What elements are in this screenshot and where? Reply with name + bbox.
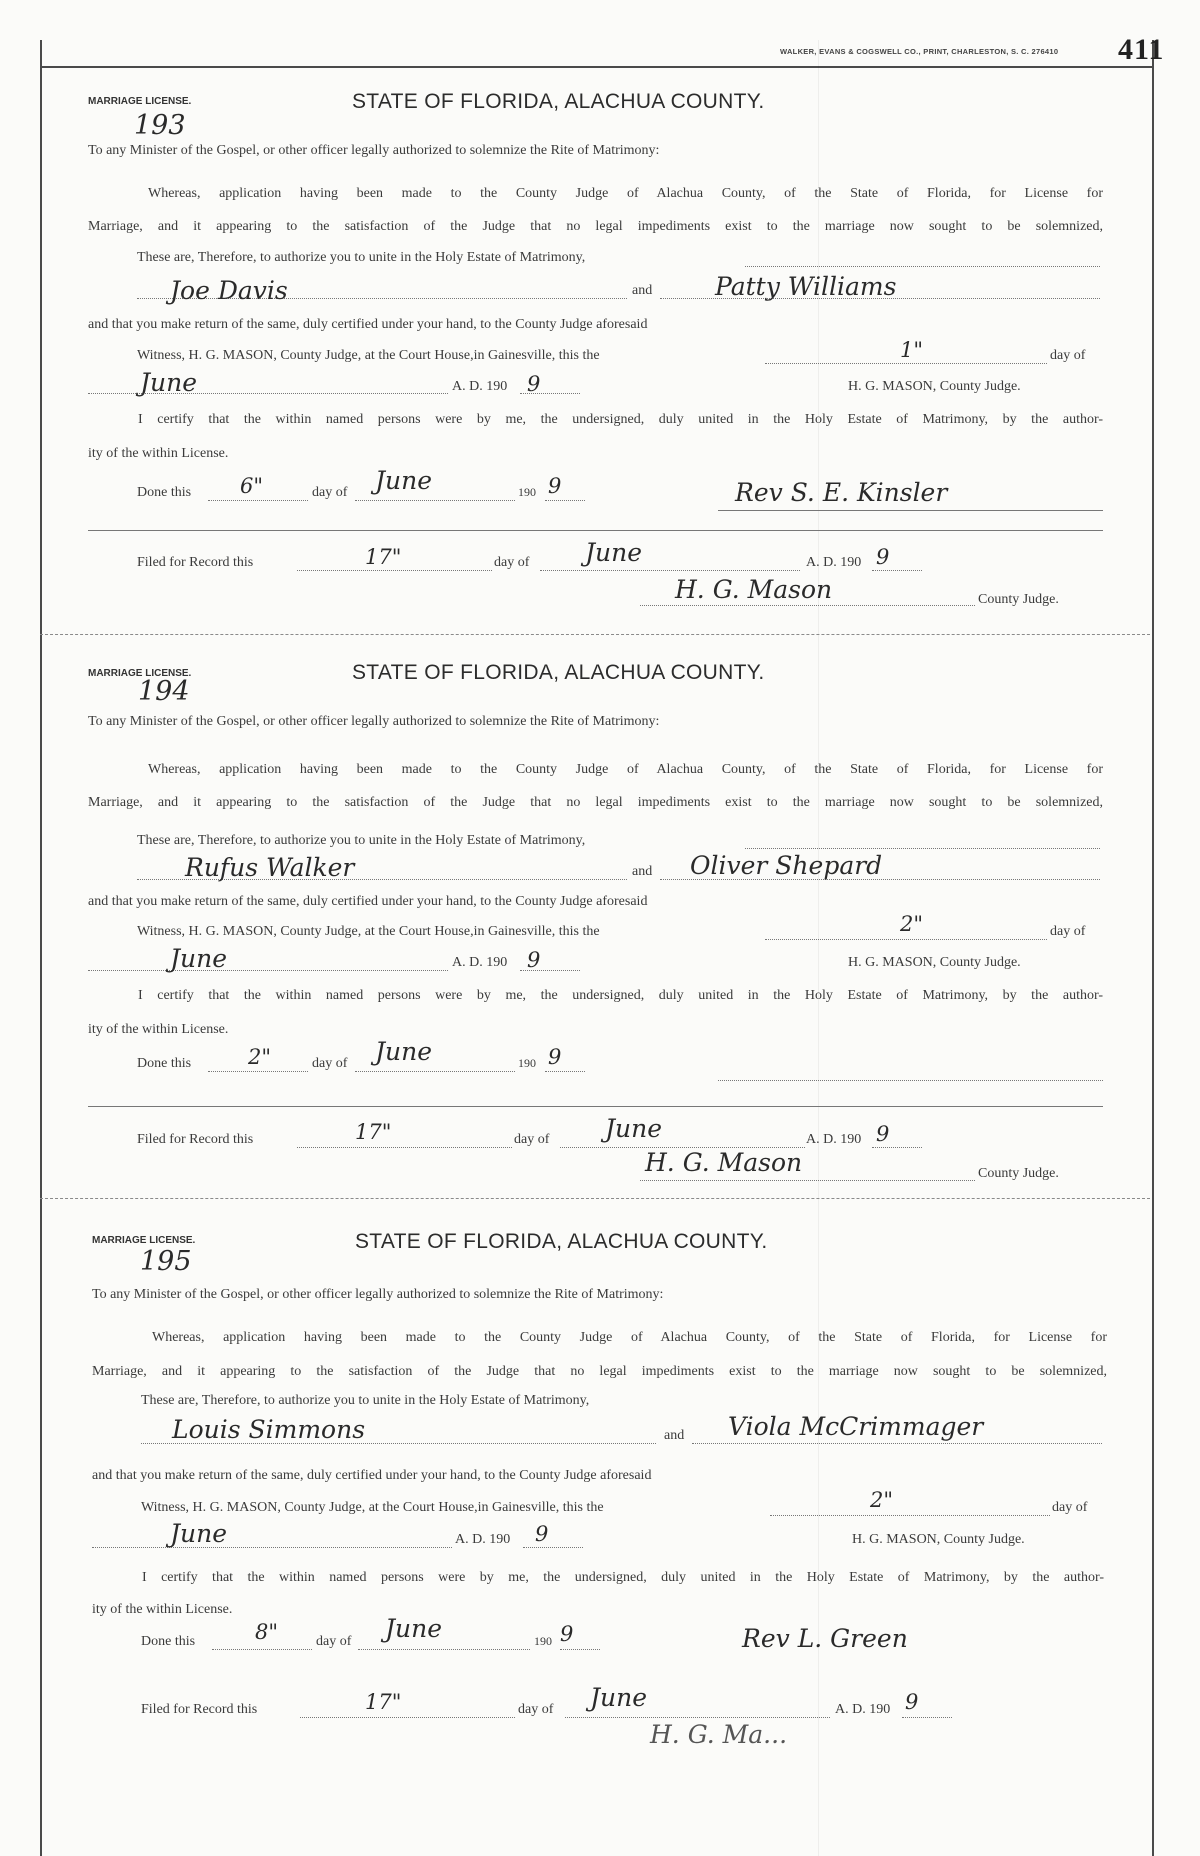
filed-month: June: [605, 1114, 663, 1143]
authorize-line: These are, Therefore, to authorize you to unite in the Holy Estate of Matrimony,: [137, 250, 586, 265]
witness-day: 1": [900, 338, 924, 362]
filed-day: 17": [365, 545, 402, 569]
salutation: To any Minister of the Gospel, or other officer legally authorized to solemnize the Rite of Matrimony:: [88, 143, 660, 158]
county-judge-label: County Judge.: [978, 1166, 1059, 1181]
whereas-line-2: Marriage, and it appearing to the satisfaction of the Judge that no legal impediments exist to the marriage now sought to be solemnized,: [92, 1364, 1107, 1379]
form-title: STATE OF FLORIDA, ALACHUA COUNTY.: [352, 90, 765, 113]
certify-line-2: ity of the within License.: [88, 1022, 229, 1037]
whereas-line-2: Marriage, and it appearing to the satisfaction of the Judge that no legal impediments exist to the marriage now sought to be solemnized,: [88, 795, 1103, 810]
witness-day-line: [770, 1515, 1050, 1516]
certify-line-1: I certify that the within named persons were by me, the undersigned, duly united in the Holy Estate of Matrimony, by the author-: [138, 988, 1103, 1003]
certify-line-2: ity of the within License.: [92, 1602, 233, 1617]
return-line: and that you make return of the same, duly certified under your hand, to the County Judge aforesaid: [88, 894, 648, 909]
filed-year: 9: [876, 1122, 890, 1146]
judge-title: H. G. MASON, County Judge.: [852, 1532, 1025, 1547]
bride-line: [692, 1443, 1102, 1444]
filed-ad-label: A. D. 190: [806, 1132, 862, 1147]
marriage-license-label: MARRIAGE LICENSE.: [88, 96, 192, 107]
license-number: 195: [140, 1246, 192, 1277]
salutation: To any Minister of the Gospel, or other officer legally authorized to solemnize the Rite of Matrimony:: [88, 714, 660, 729]
day-of-label: day of: [1050, 924, 1086, 939]
county-judge-label: County Judge.: [978, 592, 1059, 607]
page-number: 411: [1118, 33, 1165, 66]
done-day-of-label: day of: [316, 1634, 352, 1649]
witness-year: 9: [527, 948, 541, 972]
filed-ad-label: A. D. 190: [835, 1702, 891, 1717]
ad-label: A. D. 190: [455, 1532, 511, 1547]
whereas-line-1: Whereas, application having been made to the County Judge of Alachua County, of the State of Florida, for License for: [148, 186, 1103, 201]
done-month: June: [375, 1037, 433, 1066]
certify-line-1: I certify that the within named persons were by me, the undersigned, duly united in the Holy Estate of Matrimony, by the author-: [138, 412, 1103, 427]
judge-signature: H. G. Mason: [675, 575, 833, 604]
filed-day-line: [300, 1717, 515, 1718]
filed-day: 17": [355, 1120, 392, 1144]
judge-signature: H. G. Mason: [645, 1148, 803, 1177]
done-month: June: [385, 1614, 443, 1643]
done-year: 9: [560, 1622, 574, 1646]
certify-line-1: I certify that the within named persons were by me, the undersigned, duly united in the Holy Estate of Matrimony, by the author-: [142, 1570, 1104, 1585]
filed-day-of-label: day of: [514, 1132, 550, 1147]
judge-signature: H. G. Ma...: [650, 1720, 788, 1749]
certify-line-2: ity of the within License.: [88, 446, 229, 461]
return-line: and that you make return of the same, duly certified under your hand, to the County Judge aforesaid: [92, 1468, 652, 1483]
filed-month: June: [590, 1683, 648, 1712]
done-month: June: [375, 466, 433, 495]
witness-year-line: [523, 1547, 583, 1548]
filed-year-line: [902, 1717, 952, 1718]
marriage-license-label: MARRIAGE LICENSE.: [92, 1235, 196, 1246]
witness-line: Witness, H. G. MASON, County Judge, at the Court House,in Gainesville, this the: [141, 1500, 604, 1515]
filed-month-line: [565, 1717, 830, 1718]
officiant-signature: Rev S. E. Kinsler: [735, 478, 948, 507]
day-of-label: day of: [1052, 1500, 1088, 1515]
done-day-of-label: day of: [312, 485, 348, 500]
license-number: 193: [134, 110, 186, 141]
judge-title: H. G. MASON, County Judge.: [848, 379, 1021, 394]
witness-month: June: [170, 944, 228, 973]
witness-year: 9: [527, 372, 541, 396]
form-title: STATE OF FLORIDA, ALACHUA COUNTY.: [355, 1230, 768, 1253]
witness-line: Witness, H. G. MASON, County Judge, at the Court House,in Gainesville, this the: [137, 924, 600, 939]
witness-day: 2": [900, 912, 924, 936]
filed-year: 9: [905, 1690, 919, 1714]
done-year: 9: [548, 1045, 562, 1069]
and-label: and: [632, 283, 653, 298]
ad-label: A. D. 190: [452, 955, 508, 970]
groom-name: Joe Davis: [170, 276, 288, 305]
judge-title: H. G. MASON, County Judge.: [848, 955, 1021, 970]
whereas-line-1: Whereas, application having been made to the County Judge of Alachua County, of the State of Florida, for License for: [148, 762, 1103, 777]
done-month-line: [358, 1649, 530, 1650]
witness-day: 2": [870, 1488, 894, 1512]
form-title: STATE OF FLORIDA, ALACHUA COUNTY.: [352, 661, 765, 684]
witness-month: June: [170, 1519, 228, 1548]
ad-label: A. D. 190: [452, 379, 508, 394]
done-year-line: [560, 1649, 600, 1650]
bride-name: Oliver Shepard: [690, 851, 883, 880]
witness-month: June: [140, 368, 198, 397]
and-label: and: [632, 864, 653, 879]
done-this-label: Done this: [137, 485, 192, 500]
done-year-prefix: 190: [534, 1634, 552, 1648]
done-year-prefix: 190: [518, 485, 536, 499]
done-day: 6": [240, 474, 264, 498]
witness-year: 9: [535, 1522, 549, 1546]
authorize-line: These are, Therefore, to authorize you to unite in the Holy Estate of Matrimony,: [141, 1393, 590, 1408]
filed-year: 9: [876, 545, 890, 569]
whereas-line-1: Whereas, application having been made to the County Judge of Alachua County, of the State of Florida, for License for: [152, 1330, 1107, 1345]
bride-name: Patty Williams: [715, 272, 897, 301]
groom-name: Rufus Walker: [185, 853, 355, 882]
done-day-line: [212, 1649, 312, 1650]
day-of-label: day of: [1050, 348, 1086, 363]
witness-line: Witness, H. G. MASON, County Judge, at the Court House,in Gainesville, this the: [137, 348, 600, 363]
groom-name: Louis Simmons: [172, 1415, 366, 1444]
salutation: To any Minister of the Gospel, or other officer legally authorized to solemnize the Rite of Matrimony:: [92, 1287, 664, 1302]
done-day: 2": [248, 1045, 272, 1069]
filed-day: 17": [365, 1690, 402, 1714]
filed-label: Filed for Record this: [137, 555, 254, 570]
done-year-prefix: 190: [518, 1056, 536, 1070]
filed-month: June: [585, 538, 643, 567]
filed-label: Filed for Record this: [137, 1132, 254, 1147]
and-label: and: [664, 1428, 685, 1443]
authorize-line: These are, Therefore, to authorize you to unite in the Holy Estate of Matrimony,: [137, 833, 586, 848]
done-year: 9: [548, 474, 562, 498]
done-day-of-label: day of: [312, 1056, 348, 1071]
return-line: and that you make return of the same, duly certified under your hand, to the County Judge aforesaid: [88, 317, 648, 332]
printer-imprint: WALKER, EVANS & COGSWELL CO., PRINT, CHARLESTON, S. C. 276410: [780, 47, 1059, 56]
filed-day-of-label: day of: [494, 555, 530, 570]
done-this-label: Done this: [137, 1056, 192, 1071]
witness-month-line: [92, 1547, 452, 1548]
license-number: 194: [138, 676, 190, 707]
done-this-label: Done this: [141, 1634, 196, 1649]
bride-name: Viola McCrimmager: [728, 1412, 984, 1441]
marriage-license-label: MARRIAGE LICENSE.: [88, 668, 192, 679]
done-day: 8": [255, 1620, 279, 1644]
whereas-line-2: Marriage, and it appearing to the satisfaction of the Judge that no legal impediments exist to the marriage now sought to be solemnized,: [88, 219, 1103, 234]
filed-label: Filed for Record this: [141, 1702, 258, 1717]
officiant-signature: Rev L. Green: [742, 1624, 908, 1653]
filed-day-of-label: day of: [518, 1702, 554, 1717]
filed-ad-label: A. D. 190: [806, 555, 862, 570]
